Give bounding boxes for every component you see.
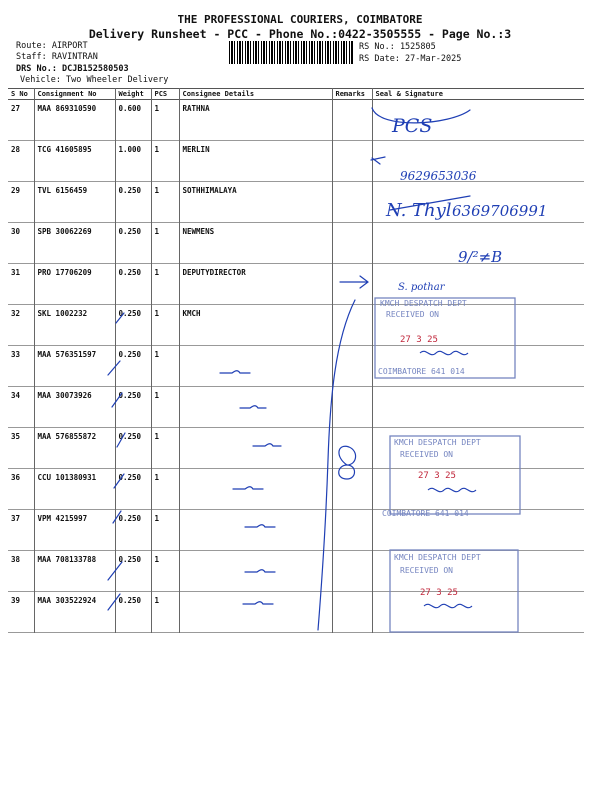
stamp-1-received: RECEIVED ON [386,310,439,319]
weight-cell: 0.250 [115,510,151,551]
route-label: Route: AIRPORT [16,41,88,51]
signature-cell [372,223,584,264]
remarks-cell [332,346,372,387]
stamp-2-received: RECEIVED ON [400,450,453,459]
signature-row30: 9/²≠B [458,248,503,266]
sno-cell: 37 [8,510,34,551]
pcs-cell: 1 [151,469,179,510]
consignee-cell [179,551,332,592]
header-remarks: Remarks [332,89,372,100]
remarks-cell [332,551,372,592]
pcs-cell: 1 [151,592,179,633]
stamp-2-dept: KMCH DESPATCH DEPT [394,438,481,447]
remarks-cell [332,510,372,551]
barcode [229,41,353,64]
signature-cell [372,469,584,510]
remarks-cell [332,182,372,223]
consignment-cell: MAA 576855872 [34,428,115,469]
stamp-1-city: COIMBATORE 641 014 [378,367,465,376]
remarks-cell [332,223,372,264]
vehicle-label: Vehicle: Two Wheeler Delivery [20,75,169,85]
sno-cell: 28 [8,141,34,182]
stamp-1-dept: KMCH DESPATCH DEPT [380,299,467,308]
pcs-cell: 1 [151,264,179,305]
table-row [8,264,584,305]
consignee-cell: RATHNA [179,100,332,141]
sno-cell: 33 [8,346,34,387]
weight-cell: 0.250 [115,223,151,264]
table-header-row [8,89,584,100]
stamp-3-dept: KMCH DESPATCH DEPT [394,553,481,562]
weight-cell: 0.250 [115,346,151,387]
sno-cell: 34 [8,387,34,428]
phone-row28: 9629653036 [400,169,477,183]
table-row [8,223,584,264]
signature-row27: PCS [392,115,433,137]
table-row [8,387,584,428]
pcs-cell: 1 [151,182,179,223]
header-pcs: PCS [151,89,179,100]
pcs-cell: 1 [151,387,179,428]
sno-cell: 36 [8,469,34,510]
company-title: THE PROFESSIONAL COURIERS, COIMBATORE [177,13,423,26]
pcs-cell: 1 [151,510,179,551]
pcs-cell: 1 [151,100,179,141]
signature-cell [372,305,584,346]
consignment-cell: SKL 1002232 [34,305,115,346]
sno-cell: 29 [8,182,34,223]
table-row [8,141,584,182]
weight-cell: 0.250 [115,264,151,305]
table-row [8,469,584,510]
header-consignment: Consignment No [34,89,115,100]
table-row [8,346,584,387]
weight-cell: 0.250 [115,428,151,469]
remarks-cell [332,428,372,469]
sno-cell: 30 [8,223,34,264]
weight-cell: 0.250 [115,305,151,346]
pcs-cell: 1 [151,305,179,346]
remarks-cell [332,305,372,346]
table-row [8,100,584,141]
signature-cell [372,592,584,633]
stamp-3-date: 27 3 25 [420,588,458,598]
remarks-cell [332,469,372,510]
sno-cell: 39 [8,592,34,633]
signature-cell [372,387,584,428]
sno-cell: 32 [8,305,34,346]
remarks-cell [332,387,372,428]
consignee-cell [179,510,332,551]
runsheet-subtitle: Delivery Runsheet - PCC - Phone No.:0422-3505555 - Page No.:3 [88,27,512,41]
remarks-cell [332,100,372,141]
signature-row29: N. Thyl [386,200,452,221]
consignment-cell: MAA 708133788 [34,551,115,592]
signature-cell [372,428,584,469]
table-row [8,305,584,346]
consignee-cell [179,592,332,633]
weight-cell: 0.250 [115,469,151,510]
sno-cell: 35 [8,428,34,469]
runsheet-table [8,88,584,633]
staff-label: Staff: RAVINTRAN [16,52,98,62]
sno-cell: 27 [8,100,34,141]
header-weight: Weight [115,89,151,100]
drs-number: DRS No.: DCJB152580503 [16,64,129,74]
remarks-cell [332,264,372,305]
pcs-cell: 1 [151,223,179,264]
consignment-cell: TVL 6156459 [34,182,115,223]
pcs-cell: 1 [151,551,179,592]
consignee-cell: SOTHHIMALAYA [179,182,332,223]
consignment-cell: CCU 101380931 [34,469,115,510]
stamp-3-received: RECEIVED ON [400,566,453,575]
consignee-cell: DEPUTYDIRECTOR [179,264,332,305]
weight-cell: 0.250 [115,592,151,633]
consignment-cell: MAA 576351597 [34,346,115,387]
rs-number: RS No.: 1525805 [359,42,436,52]
signature-cell [372,264,584,305]
signature-cell [372,141,584,182]
signature-cell [372,551,584,592]
weight-cell: 1.000 [115,141,151,182]
consignee-cell [179,469,332,510]
header-signature: Seal & Signature [375,90,443,98]
table-row [8,428,584,469]
weight-cell: 0.600 [115,100,151,141]
consignee-cell: KMCH [179,305,332,346]
table-row [8,510,584,551]
pcs-cell: 1 [151,428,179,469]
stamp-2-date: 27 3 25 [418,471,456,481]
consignee-cell [179,387,332,428]
pcs-cell: 1 [151,141,179,182]
consignment-cell: SPB 30062269 [34,223,115,264]
stamp-2-city: COIMBATORE 641 014 [382,509,469,518]
consignment-cell: VPM 4215997 [34,510,115,551]
header-sno: S No [8,89,34,100]
consignment-cell: TCG 41605895 [34,141,115,182]
signature-cell [372,510,584,551]
sno-cell: 38 [8,551,34,592]
sno-cell: 31 [8,264,34,305]
weight-cell: 0.250 [115,387,151,428]
header-consignee: Consignee Details [179,89,332,100]
note-row31: S. pothar [398,282,445,293]
signature-cell [372,182,584,223]
signature-cell [372,100,584,141]
weight-cell: 0.250 [115,551,151,592]
pcs-cell: 1 [151,346,179,387]
stamp-1-date: 27 3 25 [400,335,438,345]
table-row [8,182,584,223]
table-row [8,592,584,633]
signature-cell [372,346,584,387]
phone-row29: 6369706991 [452,202,548,220]
consignment-cell: PRO 17706209 [34,264,115,305]
consignment-cell: MAA 30073926 [34,387,115,428]
table-row [8,551,584,592]
rs-date: RS Date: 27-Mar-2025 [359,54,462,64]
consignment-cell: MAA 869310590 [34,100,115,141]
weight-cell: 0.250 [115,182,151,223]
consignee-cell [179,428,332,469]
consignee-cell: MERLIN [179,141,332,182]
consignee-cell [179,346,332,387]
remarks-cell [332,141,372,182]
consignment-cell: MAA 303522924 [34,592,115,633]
remarks-cell [332,592,372,633]
consignee-cell: NEWMENS [179,223,332,264]
